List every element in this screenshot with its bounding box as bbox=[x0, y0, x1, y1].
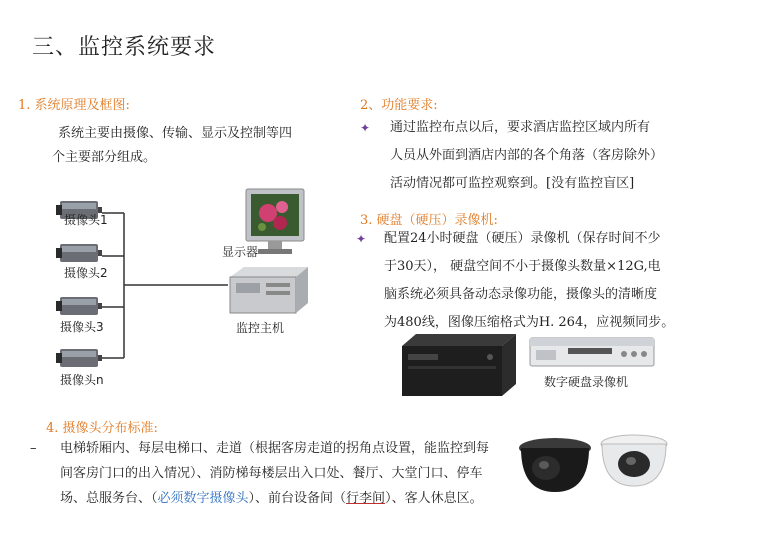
section4-heading: 4. 摄像头分布标准: bbox=[46, 421, 158, 436]
camera-label-1: 摄像头1 bbox=[64, 213, 108, 227]
section4-line bbox=[60, 486, 530, 511]
section2-line: 通过监控布点以后，要求酒店监控区域内所有 bbox=[390, 120, 651, 135]
section3-line: 于30天）， 硬盘空间不小于摄像头数量×12G,电 bbox=[384, 259, 661, 274]
section1-text-line2: 个主要部分组成。 bbox=[52, 150, 157, 165]
section3-line: 脑系统必须具备动态录像功能，摄像头的清晰度 bbox=[384, 287, 658, 302]
section2-line: 活动情况都可监控观察到。[没有监控盲区] bbox=[390, 176, 635, 191]
host-icon bbox=[226, 265, 310, 321]
digital-camera-note: 必须数字摄像头 bbox=[157, 491, 249, 506]
dome-camera-white-icon bbox=[598, 432, 670, 494]
camera-label-3: 摄像头3 bbox=[60, 320, 104, 334]
section3-heading: 3. 硬盘（硬压）录像机: bbox=[360, 213, 498, 228]
section3-line: 配置24小时硬盘（硬压）录像机（保存时间不少 bbox=[384, 231, 661, 246]
host-label: 监控主机 bbox=[236, 321, 285, 335]
bullet-icon: ✦ bbox=[360, 121, 371, 135]
page-title: 三、监控系统要求 bbox=[32, 35, 217, 60]
section3-body bbox=[384, 225, 744, 337]
camera-label-2: 摄像头2 bbox=[64, 266, 108, 280]
monitor-label: 显示器 bbox=[222, 245, 259, 259]
section1-heading: 1. 系统原理及框图: bbox=[18, 98, 130, 113]
section4-line3-pre: 场、总服务台、（ bbox=[60, 491, 158, 506]
section3-line: 为480线，图像压缩格式为H. 264，应视频同步。 bbox=[384, 315, 675, 330]
section4-line3-mid: ）、前台设备间（ bbox=[248, 491, 347, 506]
dome-camera-black-icon bbox=[516, 434, 594, 500]
bullet-icon: ✦ bbox=[356, 232, 367, 246]
section4-line: 间客房门口的出入情况）、消防梯每楼层出入口处、餐厅、大堂门口、停车 bbox=[60, 466, 483, 481]
luggage-room-text: 行李间 bbox=[346, 491, 386, 506]
section4-line3-post: ）、客人休息区。 bbox=[385, 491, 483, 506]
section4-body bbox=[60, 436, 530, 511]
section4-bullet: – bbox=[30, 441, 37, 456]
camera-label-n: 摄像头n bbox=[60, 373, 104, 387]
dvr-caption: 数字硬盘录像机 bbox=[544, 375, 629, 389]
section2-line: 人员从外面到酒店内部的各个角落（客房除外） bbox=[390, 148, 664, 163]
section1-text-line1: 系统主要由摄像、传输、显示及控制等四 bbox=[58, 126, 293, 141]
section4-line: 电梯轿厢内、每层电梯口、走道（根据客房走道的拐角点设置，能监控到每 bbox=[60, 441, 490, 456]
dvr-recorder-icon bbox=[528, 336, 656, 374]
section2-heading: 2、功能要求: bbox=[360, 98, 438, 113]
system-diagram bbox=[50, 185, 320, 390]
dvr-rack-icon bbox=[402, 332, 518, 402]
section2-body bbox=[390, 114, 730, 198]
